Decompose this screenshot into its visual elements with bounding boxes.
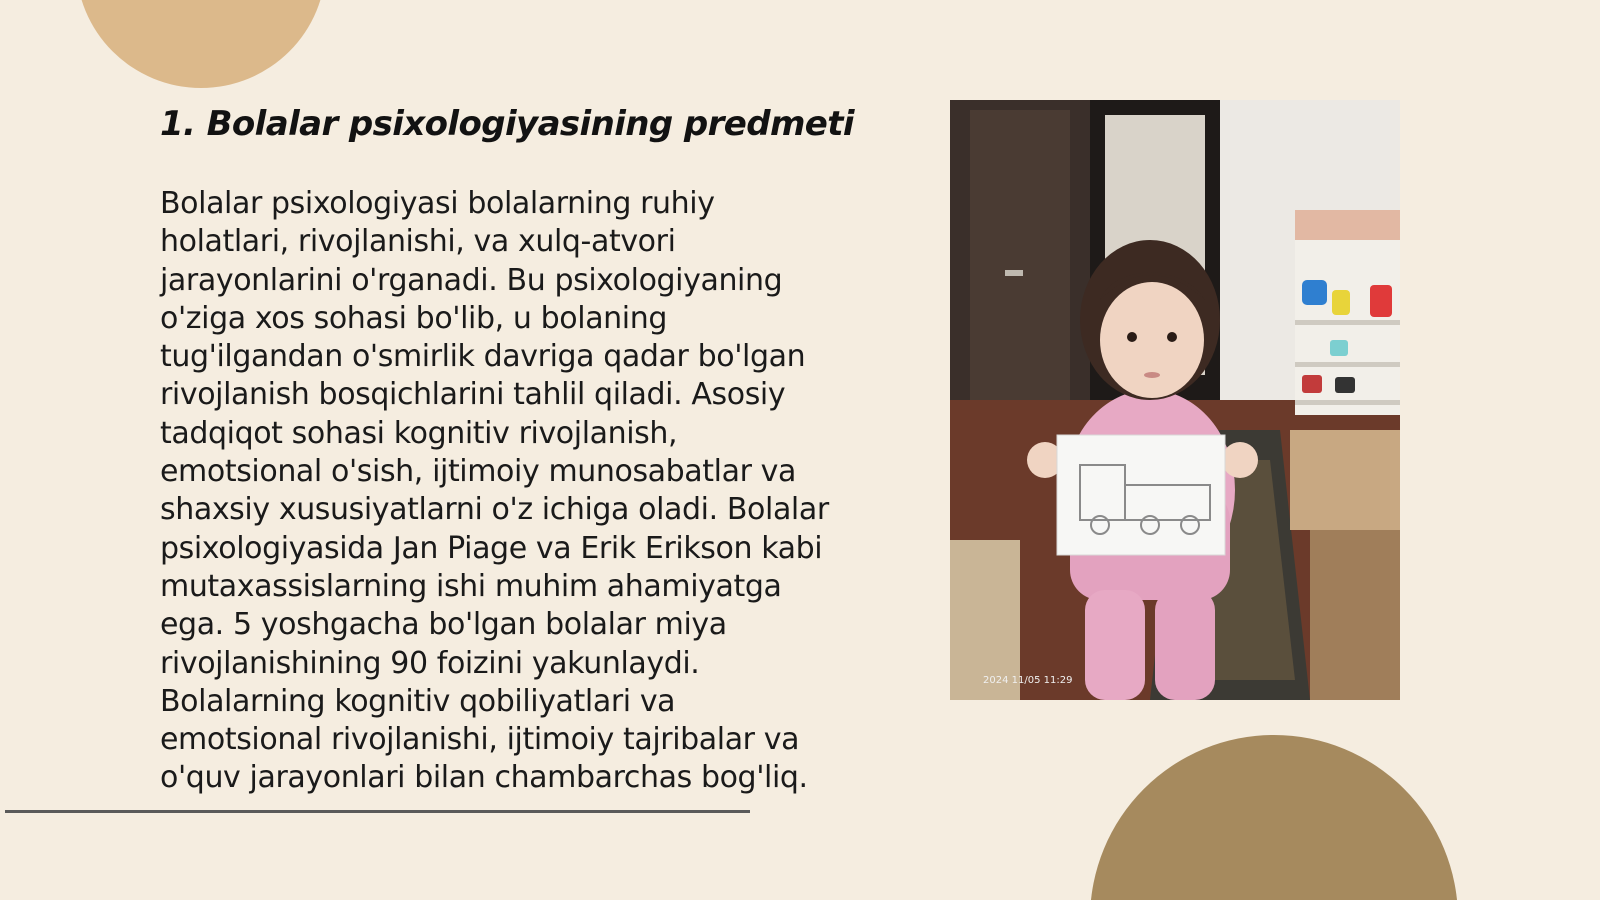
slide-body-text xyxy=(160,185,850,798)
child-photo xyxy=(950,100,1400,700)
body-line: Bolalarning kognitiv qobiliyatlari va xyxy=(160,683,676,719)
body-line: jarayonlarini o'rganadi. Bu psixologiyaning xyxy=(160,262,783,298)
body-line: shaxsiy xususiyatlarni o'z ichiga oladi. Bolalar xyxy=(160,492,829,528)
body-line: tug'ilgandan o'smirlik davriga qadar bo'lgan xyxy=(160,339,806,375)
body-line: o'quv jarayonlari bilan chambarchas bog'liq. xyxy=(160,760,808,796)
photo-timestamp: 2024 11/05 11:29 xyxy=(983,675,1073,686)
body-line: holatlari, rivojlanishi, va xulq-atvori xyxy=(160,224,676,260)
body-line: tadqiqot sohasi kognitiv rivojlanish, xyxy=(160,415,678,451)
body-line: Bolalar psixologiyasi bolalarning ruhiy xyxy=(160,186,715,221)
body-line: mutaxassislarning ishi muhim ahamiyatga xyxy=(160,568,782,604)
body-line: rivojlanish bosqichlarini tahlil qiladi. Asosiy xyxy=(160,377,786,413)
divider-line xyxy=(5,810,750,813)
body-line: ega. 5 yoshgacha bo'lgan bolalar miya xyxy=(160,607,727,643)
decorative-circle-bottom xyxy=(1090,735,1458,900)
body-line: psixologiyasida Jan Piage va Erik Erikson kabi xyxy=(160,530,823,566)
body-line: emotsional o'sish, ijtimoiy munosabatlar va xyxy=(160,454,796,490)
slide-title: 1. Bolalar psixologiyasining predmeti xyxy=(160,104,854,144)
body-line: rivojlanishining 90 foizini yakunlaydi. xyxy=(160,645,700,681)
decorative-circle-top xyxy=(76,0,326,88)
body-line: emotsional rivojlanishi, ijtimoiy tajribalar va xyxy=(160,722,800,758)
body-line: o'ziga xos sohasi bo'lib, u bolaning xyxy=(160,300,667,336)
photo-illustration xyxy=(950,100,1400,700)
